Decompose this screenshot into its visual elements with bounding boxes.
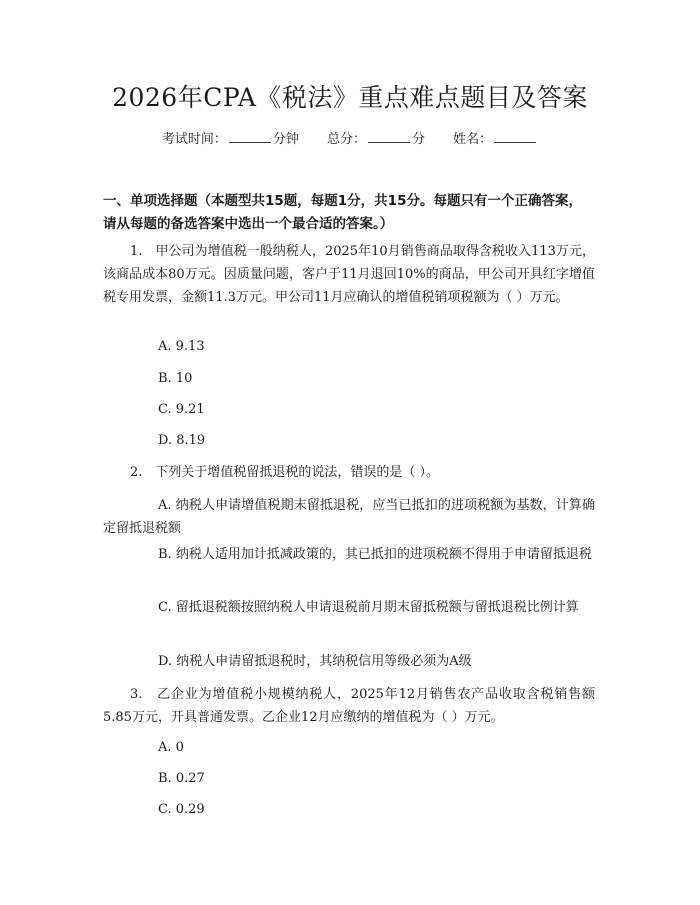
exam-time-unit: 分钟 xyxy=(272,132,299,147)
question-3-option-b: B. 0.27 xyxy=(158,771,205,786)
question-3-stem: 3. 乙企业为增值税小规模纳税人，2025年12月销售农产品收取含税销售额5.85万元，开具普通发票。乙企业12月应缴纳的增值税为（ ）万元。 xyxy=(103,687,595,725)
question-1-option-a: A. 9.13 xyxy=(158,339,205,354)
exam-time-blank xyxy=(229,130,271,143)
question-2-option-b: B. 纳税人适用加计抵减政策的，其已抵扣的进项税额不得用于申请留抵退税 xyxy=(158,547,592,562)
question-1-option-b: B. 10 xyxy=(158,371,193,386)
total-score-label: 总分： xyxy=(326,132,366,147)
name-field xyxy=(453,132,538,147)
question-1-option-d: D. 8.19 xyxy=(158,433,206,448)
section-heading: 一、单项选择题（本题型共15题，每题1分，共15分。每题只有一个正确答案，请从每题的备选答案中选出一个最合适的答案。） xyxy=(103,193,582,232)
question-3-option-a: A. 0 xyxy=(158,740,184,755)
question-1-option-c: C. 9.21 xyxy=(158,402,205,417)
name-label: 姓名： xyxy=(453,132,493,147)
name-blank xyxy=(494,130,536,143)
exam-meta xyxy=(0,130,700,150)
exam-time-label: 考试时间： xyxy=(161,132,227,147)
exam-time-field xyxy=(162,132,299,147)
total-score-field xyxy=(327,132,425,147)
total-score-blank xyxy=(368,130,410,143)
question-3-option-c: C. 0.29 xyxy=(158,802,205,817)
question-1-stem: 1. 甲公司为增值税一般纳税人，2025年10月销售商品取得含税收入113万元，该商品成本80万元。因质量问题，客户于11月退回10%的商品，甲公司开具红字增值税专用发票，金额11.3万元。甲公司11月应确认的增值税销项税额为（ ）万元。 xyxy=(103,244,595,305)
question-2-option-c: C. 留抵退税额按照纳税人申请退税前月期末留抵税额与留抵退税比例计算 xyxy=(158,600,579,615)
document-title: 2026年CPA《税法》重点难点题目及答案 xyxy=(112,83,588,112)
question-2-option-a: A. 纳税人申请增值税期末留抵退税，应当已抵扣的进项税额为基数，计算确定留抵退税额 xyxy=(103,498,595,536)
question-2-stem: 2. 下列关于增值税留抵退税的说法，错误的是（ ）。 xyxy=(130,465,440,480)
total-score-unit: 分 xyxy=(412,132,426,147)
question-2-option-d: D. 纳税人申请留抵退税时，其纳税信用等级必须为A级 xyxy=(158,654,472,669)
